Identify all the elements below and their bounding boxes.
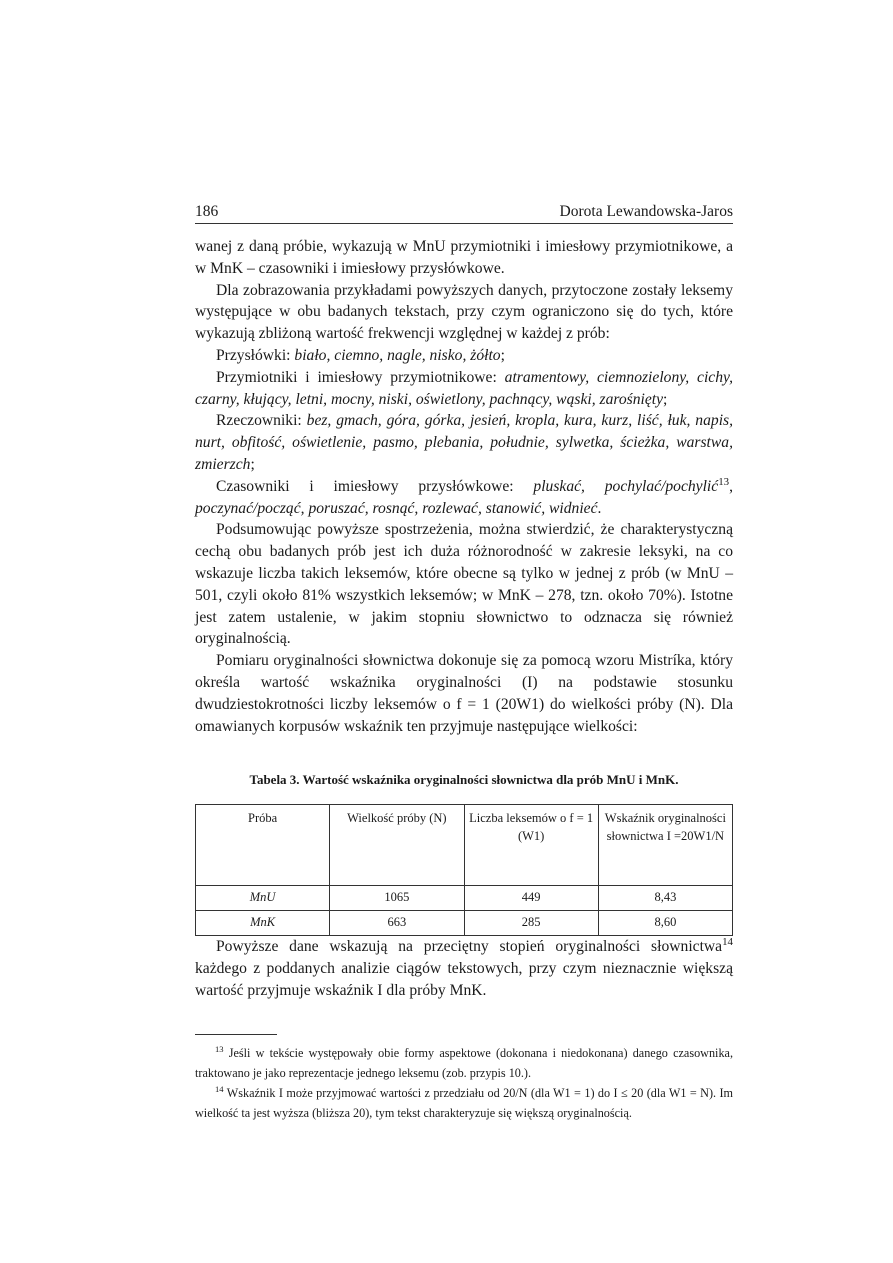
adverbs-label: Przysłówki: [216,346,291,364]
paragraph-summary: Podsumowując powyższe spostrzeżenia, można stwierdzić, że charakterystyczną cechą obu badanych prób jest ich duża różnorodność w zakresie leksyki, na co wskazuje liczba takich leksemów, które obecne są tylko w jednej z prób (w MnU – 501, czyli około 81% wszystkich leksemów; w MnK – 278, tzn. około 70%). Istotne jest zatem ustalenie, w jakim stopniu słownictwo to odznacza się również oryginalnością. [195,521,733,648]
paragraph-examples-intro: Dla zobrazowania przykładami powyższych danych, przytoczone zostały leksemy występujące w obu badanych tekstach, przy czym ograniczono się do tych, które wykazują zbliżoną wartość frekwencji względnej w każdej z prób: [195,281,733,343]
footnote-text: Jeśli w tekście występowały obie formy aspektowe (dokonana i niedokonana) danego czasownika, traktowano je jako reprezentacje jednego leksemu (zob. przypis 10.). [195,1045,733,1080]
header-sample-size: Wielkość próby (N) [330,805,464,886]
nouns-label: Rzeczowniki: [216,412,302,430]
page-number: 186 [195,203,219,220]
table-header-row [196,805,733,886]
adjectives-label: Przymiotniki i imiesłowy przymiotnikowe: [216,368,497,386]
book-page [195,203,733,1123]
header-sample: Próba [196,805,330,886]
conclusion-text-b: każdego z poddanych analizie ciągów tekstowych, przy czym nieznacznie większą wartość przyjmuje wskaźnik I dla próby MnK. [195,959,733,999]
cell-sample: MnK [196,911,330,936]
running-header [195,203,733,224]
paragraph-continued: wanej z daną próbie, wykazują w MnU przymiotniki i imiesłowy przymiotnikowe, a w MnK – czasowniki i imiesłowy przysłówkowe. [195,238,733,277]
cell-index: 8,60 [598,911,732,936]
footnotes [195,1043,733,1123]
footnote-number: 14 [215,1083,224,1094]
table-row [196,886,733,911]
verbs-list-b: poczynać/począć, poruszać, rosnąć, rozlewać, stanowić, widnieć [195,499,598,517]
footnote-13 [195,1043,733,1083]
main-text [195,236,733,1002]
paragraph-mistrik-formula: Pomiaru oryginalności słownictwa dokonuje się za pomocą wzoru Mistríka, który określa wartość wskaźnika oryginalności (I) na podstawie stosunku dwudziestokrotności liczby leksemów o f = 1 (20W1) do wielkości próby (N). Dla omawianych korpusów wskaźnik ten przyjmuje następujące wielkości: [195,652,733,735]
verbs-list-a: pluskać, pochylać/pochylić [533,477,719,495]
footnote-ref-14: 14 [722,935,733,948]
list-verbs: Czasowniki i imiesłowy przysłówkowe: pluskać, pochylać/pochylić$^{13}$, poczynać/począć, poruszać, rosnąć, rozlewać, stanowić, widnieć. [195,475,734,517]
running-head-author: Dorota Lewandowska-Jaros [559,203,733,220]
list-adverbs: Przysłówki: biało, ciemno, nagle, nisko, żółto; [216,346,505,364]
cell-size: 1065 [330,886,464,911]
footnote-divider [195,1034,277,1035]
cell-count: 449 [464,886,598,911]
footnote-text: Wskaźnik I może przyjmować wartości z przedziału od 20/N (dla W1 = 1) do I ≤ 20 (dla W1 = N). Im wielkość ta jest wyższa (bliższa 20), tym tekst charakteryzuje się większą oryginalnością. [195,1085,734,1120]
nouns-list: bez, gmach, góra, górka, jesień, kropla, kura, kurz, liść, łuk, napis, nurt, obfitość, oświetlenie, pasmo, plebania, południe, sylwetka, ścieżka, warstwa, zmierzch [195,412,733,473]
cell-index: 8,43 [598,886,732,911]
table-row [196,911,733,936]
list-nouns: Rzeczowniki: bez, gmach, góra, górka, jesień, kropla, kura, kurz, liść, łuk, napis, nurt, obfitość, oświetlenie, pasmo, plebania, południe, sylwetka, ścieżka, warstwa, zmierzch; [195,412,733,473]
footnote-14 [195,1083,733,1123]
originality-table [195,804,733,936]
table-caption: Tabela 3. Wartość wskaźnika oryginalności słownictwa dla prób MnU i MnK. [249,772,679,788]
cell-sample: MnU [196,886,330,911]
cell-size: 663 [330,911,464,936]
footnote-ref-13: 13 [718,475,730,488]
conclusion-text-a: Powyższe dane wskazują na przeciętny stopień oryginalności słownictwa [216,938,723,956]
paragraph-conclusion [195,936,733,1001]
header-originality-index: Wskaźnik oryginalności słownictwa I =20W1/N [598,805,732,886]
list-adjectives: Przymiotniki i imiesłowy przymiotnikowe: atramentowy, ciemnozielony, cichy, czarny, kłujący, letni, mocny, niski, oświetlony, pachnący, wąski, zarośnięty; [195,368,733,408]
footnote-number: 13 [215,1043,224,1054]
cell-count: 285 [464,911,598,936]
adjectives-list: atramentowy, ciemnozielony, cichy, czarny, kłujący, letni, mocny, niski, oświetlony, pachnący, wąski, zarośnięty [195,368,733,408]
verbs-label: Czasowniki i imiesłowy przysłówkowe: [216,477,514,495]
adverbs-list: biało, ciemno, nagle, nisko, żółto [294,346,501,364]
header-lexeme-count: Liczba leksemów o f = 1 (W1) [464,805,598,886]
